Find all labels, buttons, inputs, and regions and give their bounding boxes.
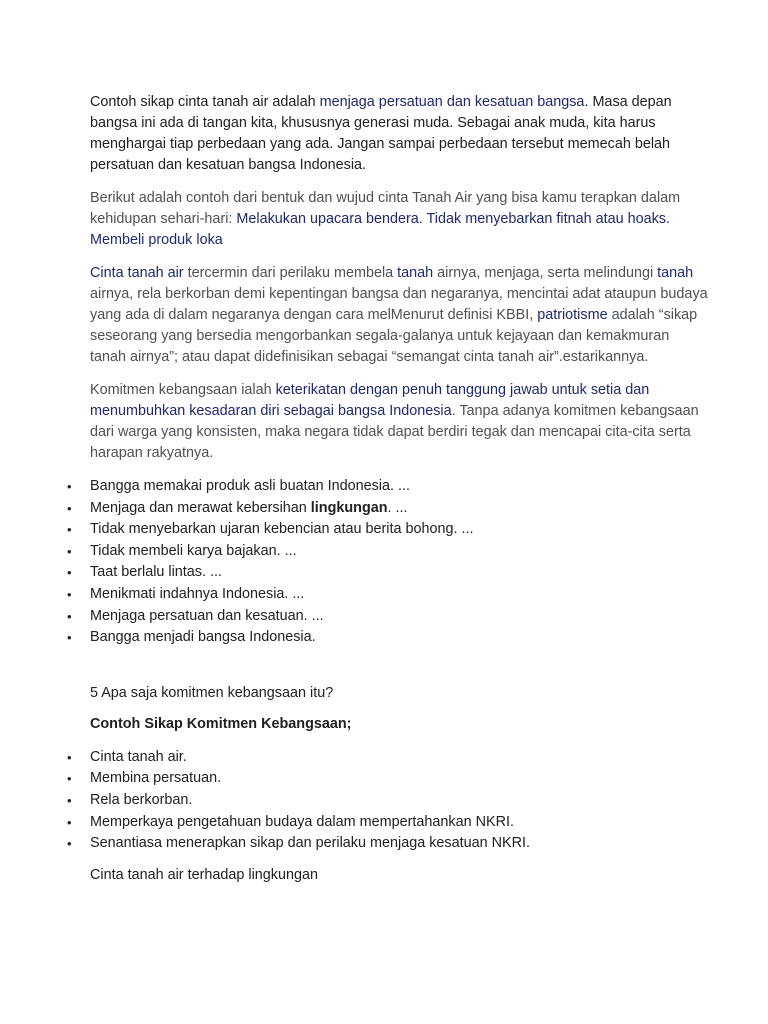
list-item: • Tidak menyebarkan ujaran kebencian atau berita bohong. ... [90,519,708,541]
list-item: • Menjaga persatuan dan kesatuan. ... [90,606,708,628]
list-item: • Bangga memakai produk asli buatan Indonesia. ... [90,476,708,498]
link-contoh-kegiatan[interactable]: Melakukan upacara bendera. Tidak menyebarkan fitnah atau hoaks. Membeli produk loka [90,211,671,248]
text-segment: . ... [387,499,408,516]
text-segment: Menjaga dan merawat kebersihan [90,499,311,516]
paragraph-patriotisme [90,263,708,368]
link-tanah[interactable]: tanah [397,265,434,281]
list-item: • Menikmati indahnya Indonesia. ... [90,584,708,606]
list-item: • Tidak membeli karya bajakan. ... [90,541,708,563]
text-segment: Komitmen kebangsaan ialah [90,382,276,398]
text-segment: Berikut adalah contoh dari bentuk dan wujud cinta Tanah Air yang bisa kamu terapkan dalam kehidupan sehari-hari: [90,190,681,227]
list-item: • Memperkaya pengetahuan budaya dalam mempertahankan NKRI. [90,812,708,834]
link-menjaga-persatuan[interactable]: menjaga persatuan dan kesatuan bangsa [319,94,585,110]
question-text: 5 Apa saja komitmen kebangsaan itu? [90,684,334,701]
list-item: • Cinta tanah air. [90,747,708,769]
text-segment: tercermin dari perilaku membela [183,265,398,281]
bold-lingkungan: lingkungan [310,499,388,516]
text-segment: airnya, menjaga, serta melindungi [433,265,658,281]
list-item: • Taat berlalu lintas. ... [90,562,708,584]
list-item: • Bangga menjadi bangsa Indonesia. [90,627,708,649]
paragraph-cinta-tanah-air [90,92,708,176]
list-item [90,498,708,520]
list-contoh-sikap [90,476,708,649]
text-segment: . Tanpa adanya komitmen kebangsaan dari warga yang konsisten, maka negara tidak dapat berdiri tegak dan mencapai cita-cita serta harapan rakyatnya. [90,403,699,461]
paragraph-contoh-bentuk [90,188,708,251]
list-item: • Rela berkorban. [90,790,708,812]
list-item: • Membina persatuan. [90,768,708,790]
link-keterikatan[interactable]: keterikatan dengan penuh tanggung jawab untuk setia dan menumbuhkan kesadaran diri sebagai bangsa Indonesia [90,382,650,419]
section-heading: Contoh Sikap Komitmen Kebangsaan; [90,715,352,732]
link-patriotisme[interactable]: patriotisme [537,307,608,323]
paragraph-komitmen-kebangsaan [90,380,708,464]
text-segment: adalah “sikap seseorang yang bersedia mengorbankan segala-galanya untuk kejayaan dan kemakmuran tanah airnya”; atau dapat didefinisikan sebagai “semangat cinta tanah air”.estarikannya. [90,307,698,365]
list-item: • Senantiasa menerapkan sikap dan perilaku menjaga kesatuan NKRI. [90,833,708,855]
text-segment: Contoh sikap cinta tanah air adalah [90,94,320,110]
list-komitmen [90,747,708,855]
link-tanah[interactable]: tanah [657,265,694,281]
text-segment: airnya, rela berkorban demi kepentingan bangsa dan negaranya, mencintai adat ataupun budaya yang ada di dalam negaranya dengan cara melMenurut definisi KBBI, [90,286,708,323]
text-segment: . Masa depan bangsa ini ada di tangan kita, khususnya generasi muda. Sebagai anak muda, kita harus menghargai tiap perbedaan yang ada. Jangan sampai perbedaan tersebut memecah belah persatuan dan kesatuan bangsa Indonesia. [90,94,672,173]
link-cinta-tanah-air[interactable]: Cinta tanah air [90,265,184,281]
closing-text: Cinta tanah air terhadap lingkungan [90,866,319,883]
